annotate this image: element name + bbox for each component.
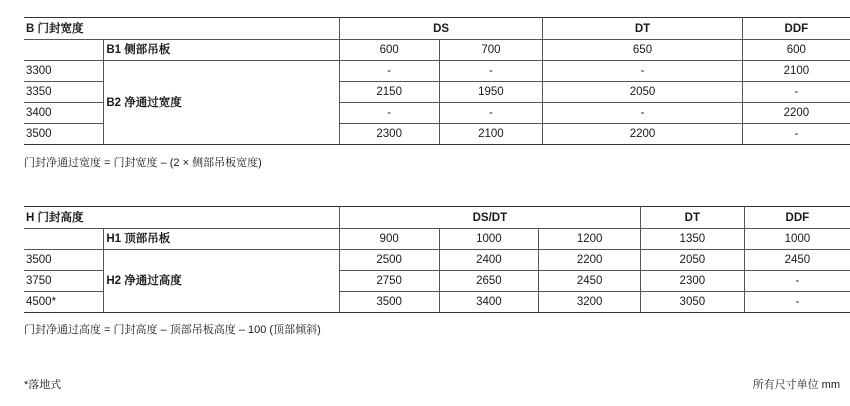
- h1-value: 1350: [640, 229, 744, 250]
- table-cell: 2450: [539, 271, 641, 292]
- table-cell: 1950: [439, 82, 543, 103]
- group-header-ds-dt: DS/DT: [339, 207, 640, 229]
- table-row: [24, 250, 850, 271]
- table-cell: 2200: [539, 250, 641, 271]
- table-cell: -: [339, 103, 439, 124]
- width-table-title: B 门封宽度: [24, 18, 339, 40]
- param-row-b1: [24, 40, 850, 61]
- table-cell: -: [742, 82, 850, 103]
- table-cell: 2050: [543, 82, 742, 103]
- h1-label: H1 顶部吊板: [104, 229, 339, 250]
- table-cell: 2300: [640, 271, 744, 292]
- table-cell: 2050: [640, 250, 744, 271]
- table-cell: -: [744, 271, 850, 292]
- group-header-dt: DT: [543, 18, 742, 40]
- footnote: *落地式: [24, 379, 62, 391]
- table-cell: -: [543, 61, 742, 82]
- table-cell: 2450: [744, 250, 850, 271]
- table-cell: 3200: [539, 292, 641, 313]
- width-formula-note: 门封净通过宽度 = 门封宽度 – (2 × 侧部吊板宽度): [24, 157, 262, 169]
- row-label: 3500: [24, 250, 104, 271]
- table-cell: 2750: [339, 271, 439, 292]
- group-header-ddf: DDF: [744, 207, 850, 229]
- h1-value: 1000: [439, 229, 539, 250]
- table-cell: -: [339, 61, 439, 82]
- h1-value: 1200: [539, 229, 641, 250]
- table-cell: 3400: [439, 292, 539, 313]
- row-label: 3350: [24, 82, 104, 103]
- b1-value: 600: [742, 40, 850, 61]
- param-row-h1: [24, 229, 850, 250]
- table-cell: 3500: [339, 292, 439, 313]
- h1-value: 1000: [744, 229, 850, 250]
- b1-value: 700: [439, 40, 543, 61]
- table-cell: 2500: [339, 250, 439, 271]
- table-cell: -: [742, 124, 850, 145]
- table-cell: 2300: [339, 124, 439, 145]
- row-label: 3750: [24, 271, 104, 292]
- table-cell: -: [439, 103, 543, 124]
- height-table-header: [24, 207, 850, 229]
- table-cell: 3050: [640, 292, 744, 313]
- table-cell: 2200: [742, 103, 850, 124]
- b1-value: 600: [339, 40, 439, 61]
- height-table: [24, 206, 850, 313]
- table-row: [24, 61, 850, 82]
- group-header-ddf: DDF: [742, 18, 850, 40]
- b1-label: B1 侧部吊板: [104, 40, 339, 61]
- units-note: 所有尺寸单位 mm: [752, 379, 840, 391]
- b2-label: B2 净通过宽度: [104, 61, 339, 145]
- table-cell: 2400: [439, 250, 539, 271]
- h2-label: H2 净通过高度: [104, 250, 339, 313]
- row-label: 3500: [24, 124, 104, 145]
- width-table-header: [24, 18, 850, 40]
- row-label: 4500*: [24, 292, 104, 313]
- height-table-title: H 门封高度: [24, 207, 339, 229]
- h1-value: 900: [339, 229, 439, 250]
- height-formula-note: 门封净通过高度 = 门封高度 – 顶部吊板高度 – 100 (顶部倾斜): [24, 324, 321, 336]
- row-label: 3400: [24, 103, 104, 124]
- table-cell: -: [543, 103, 742, 124]
- width-table: [24, 17, 850, 145]
- table-cell: 2100: [742, 61, 850, 82]
- table-cell: 2650: [439, 271, 539, 292]
- group-header-ds: DS: [339, 18, 542, 40]
- table-cell: 2200: [543, 124, 742, 145]
- row-label: 3300: [24, 61, 104, 82]
- table-cell: 2100: [439, 124, 543, 145]
- table-cell: -: [744, 292, 850, 313]
- b1-value: 650: [543, 40, 742, 61]
- table-cell: 2150: [339, 82, 439, 103]
- table-cell: -: [439, 61, 543, 82]
- group-header-dt: DT: [640, 207, 744, 229]
